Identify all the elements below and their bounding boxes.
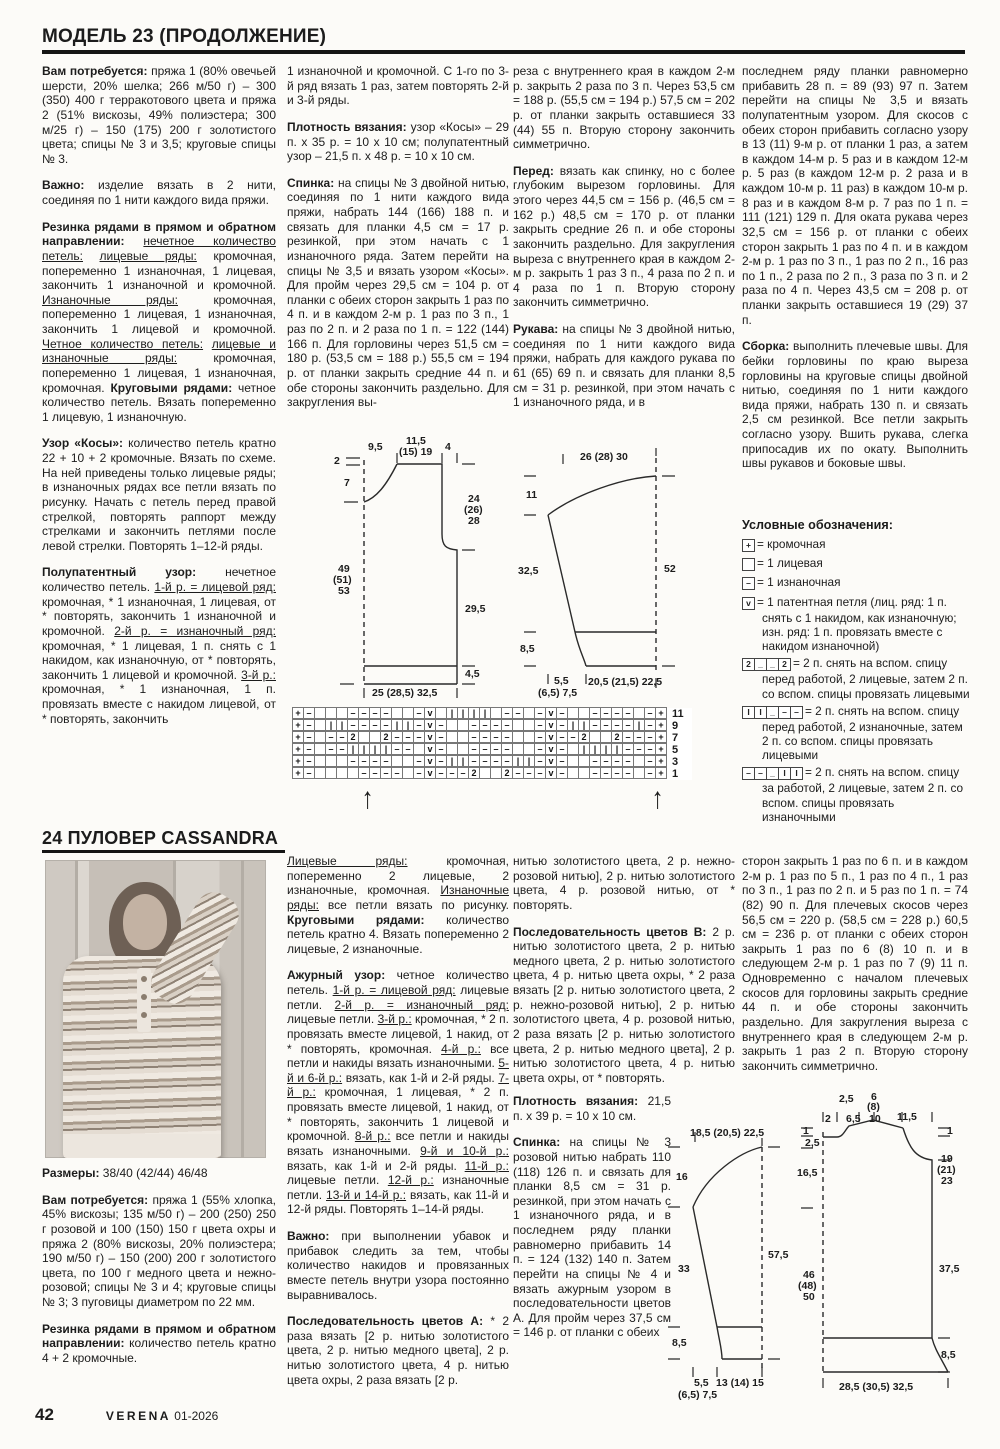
chart-cell: | (325, 719, 337, 731)
paragraph: Резинка рядами в прямом и обратном направлении: количество петель кратно 4 + 2 кромочные. (42, 1321, 276, 1365)
stitch-symbol-icon: – (742, 577, 754, 591)
chart-row-number: 7 (672, 732, 679, 744)
dimension-label: 23 (941, 1175, 953, 1187)
chart-cell: – (391, 731, 403, 743)
paragraph: Размеры: 38/40 (42/44) 46/48 (42, 1166, 208, 1180)
chart-cell: | (336, 719, 348, 731)
chart-cell: – (644, 731, 656, 743)
chart-row-number: 9 (672, 720, 679, 732)
chart-cell: | (633, 719, 645, 731)
chart-cell: – (435, 755, 447, 767)
chart-cell: 2 (347, 731, 359, 743)
dimension-label: (48) (798, 1280, 817, 1292)
dimension-label: 49 (338, 563, 350, 575)
legend-item (742, 537, 970, 553)
chart-cell: v (545, 707, 557, 719)
chart-cell: – (501, 731, 513, 743)
chart-cell: – (556, 707, 568, 719)
paragraph: Плотность вязания: 21,5 п. x 39 р. = 10 x 10 см. (513, 1094, 671, 1123)
magazine-brand: VERENA (105, 1409, 171, 1423)
paragraph: Спинка: на спицы № 3 двойной нитью, соединяя по 1 нити каждого вида пряжи, набрать 144 (166) 188 п. и связать для планки 4,5 см = 17 р. резинкой, при этом начать с 1 изнаночного ряда. Затем перейти на спицы № 3,5 и вязать узором «Косы». Для пройм через 29,5 см = 104 р. от планки с обеих сторон закрыть 1 раз по 4 п. и в каждом 2-м р. 1 раз по 3 п., 1 раз по 2 п. и 2 раза по 1 п. = 122 (144) 166 п. Для горловины через 51,5 см = 180 р. (53,5 см = 188 р.) 55,5 см = 194 р. от планки закрыть средние 44 п. и обе стороны закончить раздельно. Для закругления вы- (287, 175, 509, 410)
chart-cell: – (347, 707, 359, 719)
paragraph: Вам потребуется: пряжа 1 (80% овечьей шерсти, 20% шелка; 266 м/50 г) – 300 (350) 400 г терракотового цвета и пряжа 2 (51% вискозы, 49% полиэстера; 300 м/25 г) – 150 (175) 200 г золотистого цвета; спицы № 3 и 3,5; круговые спицы № 3. (42, 64, 276, 166)
chart-cell: – (358, 755, 370, 767)
chart-cell: – (534, 719, 546, 731)
chart-cell: – (413, 719, 425, 731)
dimension-label: 11 (526, 489, 538, 501)
chart-cell: – (413, 767, 425, 779)
paragraph: Последовательность цветов В: 2 р. нитью золотистого цвета, 2 р. нитью медного цвета, 2 р. нитью золотистого цвета, 4 р. нитью цвета охры, * 2 раза вязать [2 р. нитью золотистого цвета, 2 р. нежно-розовой нитью], 2 р. нитью золотистого цвета, 4 р. розовой нитью, 2 раза вязать [2 р. нитью золотистого цвета, 2 р. нитью медного цвета], 2 р. нитью золотистого цвета, 4 р. нитью цвета охры, от * повторять. (513, 924, 735, 1085)
stitch-symbol-icon: – – _ I I (742, 767, 802, 781)
chart-cell: + (655, 743, 667, 755)
chart-cell: – (622, 767, 634, 779)
legend-item-text: = 2 п. снять на вспом. спицу перед работой, 2 изнаночные, затем 2 п. со вспом. спицы провязать лицевыми (762, 703, 963, 763)
chart-cell: – (336, 731, 348, 743)
paragraph: Спинка: на спицы № 3 розовой нитью набрать 110 (118) 126 п. и связать для планки 8,5 см = 31 р. резинкой, при этом начать с 1 изнаночного ряда, и в последнем ряду планки равномерно прибавить 14 п. = 124 (132) 140 п. Затем перейти на спицы № 4 и вязать ажурным узором в последовательности цветов А. Для пройм через 37,5 см = 146 р. от планки с обеих (513, 1135, 671, 1340)
chart-cell: – (380, 755, 392, 767)
paragraph: сторон закрыть 1 раз по 6 п. и в каждом 2-м р. 1 раз по 5 п., 1 раз по 4 п., 1 раз по 3 п., 1 раз по 2 п. и 5 раз по 1 п. = 74 (82) 90 п. Для плечевых скосов через 56,5 см = 220 р. (58,5 см = 228 р.) 60,5 см = 236 р. от планки с обеих сторон закрыть 1 раз по 6 (8) 10 п. и в следующем 2-м р. 1 раз по 7 (9) 11 п. Одновременно с началом плечевых скосов для горловины закрыть средние 44 п. и обе стороны закончить раздельно. Для закругления выреза с внутреннего края в следующем 2-м р. закрыть 1 раз 2 п. Вторую сторону закончить симметрично. (742, 854, 968, 1073)
chart-cell: – (622, 719, 634, 731)
m24-sleeve-schematic (652, 1112, 812, 1412)
dimension-label: 8,5 (941, 1349, 956, 1361)
chart-cell: v (545, 719, 557, 731)
chart-cell: – (369, 767, 381, 779)
m23-sleeve-schematic (518, 436, 718, 702)
chart-cell: – (633, 743, 645, 755)
chart-cell: – (303, 755, 315, 767)
dimension-label: 9,5 (368, 441, 383, 453)
dimension-label: 10 (869, 1113, 881, 1125)
stitch-symbol-icon: v (742, 597, 754, 611)
page-footer (35, 1405, 218, 1425)
chart-cell: 2 (611, 731, 623, 743)
m24-column-4 (742, 854, 968, 1085)
chart-cell: 2 (380, 731, 392, 743)
chart-cell: – (556, 719, 568, 731)
chart-cell: | (589, 743, 601, 755)
chart-cell: + (655, 707, 667, 719)
chart-cell: + (292, 719, 304, 731)
chart-cell: | (468, 707, 480, 719)
chart-cell: | (446, 707, 458, 719)
chart-cell: + (655, 731, 667, 743)
dimension-label: 6 (871, 1091, 877, 1103)
m24-column-3 (513, 854, 735, 1097)
chart-cell: v (424, 719, 436, 731)
legend-item (742, 765, 970, 824)
chart-cell: v (545, 755, 557, 767)
m23-column-4 (742, 64, 968, 483)
paragraph: Полупатентный узор: нечетное количество петель. 1-й р. = лицевой ряд: кромочная, * 1 изнаночная, 1 лицевая, от * повторять, закончить 1 изнаночной и кромочной. 2-й р. = изнаночный ряд: кромочная, * 1 лицевая, 1 п. снять с 1 накидом, как изнаночную, от * повторять, закончить 1 лицевой и кромочной. 3-й р.: кромочная, * 1 изнаночная, 1 п. провязать вместе с накидом лицевой, от * повторять, закончить (42, 565, 277, 726)
chart-cell: | (479, 707, 491, 719)
legend-item-text: = 1 патентная петля (лиц. ряд: 1 п. снять с 1 накидом, как изнаночную; изн. ряд: 1 п. провязать вместе с накидом изнаночной) (757, 594, 957, 654)
chart-cell: – (358, 719, 370, 731)
paragraph: Вам потребуется: пряжа 1 (55% хлопка, 45% вискозы; 135 м/50 г) – 200 (250) 250 г розовой и 100 (150) 150 г цвета охры и пряжа 2 (80% вискозы, 20% полиэстера; 190 м/50 г) – 150 (200) 200 г золотистого цвета, по 100 г медного цвета и нежно-розовой; спицы № 3 и 4; круговые спицы № 3; 3 пуговицы диаметром по 22 мм. (42, 1192, 276, 1309)
paragraph: последнем ряду планки равномерно прибавить 28 п. = 89 (93) 97 п. Затем перейти на спицы № 3,5 и вязать полупатентным узором. Для скосов с обеих сторон прибавить согласно узору в 13 (11) 9-м р. от планки 1 раз, а затем в каждом 14-м р. 5 раз и в каждом 12-м р. 5 раз (в каждом 12-м р. 2 раза и в каждом 10-м р. 11 раз) в каждом 10-м р. 8 раз и в каждом 8-м р. 7 раз по 1 п. = 111 (121) 129 п. Для оката рукава через 32,5 см = 156 р. от планки с обеих сторон закрыть 1 раз по 4 п. и в каждом 2-м р. 1 раз по 3 п., 1 раз по 2 п., 16 раз по 1 п., 2 раза по 2 п., 3 раза по 3 п. и 2 раза по 4 п. Через 43,5 см = 208 р. от планки закрыть оставшиеся 19 (29) 37 п. (742, 64, 968, 327)
schematic-outline (652, 1112, 812, 1412)
chart-cell: | (446, 755, 458, 767)
photo-wall-panel (241, 860, 244, 1158)
chart-cell: | (380, 743, 392, 755)
chart-cell: – (391, 767, 403, 779)
repeat-arrow-right: ↑ (651, 782, 664, 815)
dimension-label: 1 (947, 1125, 953, 1137)
chart-cell: – (622, 755, 634, 767)
stitch-chart (293, 708, 692, 780)
chart-cell: – (644, 743, 656, 755)
paragraph: Ажурный узор: четное количество петель. 1-й р. = лицевой ряд: лицевые петли. 2-й р. = изнаночный ряд: лицевые петли. 3-й р.: кромочная, * 2 п. провязать вместе лицевой, 1 накид, от * повторять, кромочная. 4-й р.: все петли и накиды вязать изнаночными. 5-й и 6-й р.: вязать, как 1-й и 2-й ряды. 7-й р.: кромочная, 1 лицевая, * 2 п. провязать вместе лицевой, 1 накид, от * повторять, закончить 1 лицевой и кромочной. 8-й р.: все петли и накиды вязать изнаночными. 9-й и 10-й р.: вязать, как 1-й и 2-й ряды. 11-й р.: лицевые петли. 12-й р.: изнаночные петли. 13-й и 14-й р.: вязать, как 11-й и 12-й ряды. Повторять 1–14-й ряды. (287, 968, 510, 1217)
dimension-label: 19 (941, 1153, 953, 1165)
legend-item (742, 656, 970, 700)
chart-row-number: 3 (672, 756, 679, 768)
chart-cell: + (292, 731, 304, 743)
dimension-label: 7 (344, 477, 350, 489)
chart-cell: – (468, 755, 480, 767)
chart-cell: – (303, 707, 315, 719)
dimension-label: 50 (803, 1291, 815, 1303)
chart-cell: – (490, 731, 502, 743)
chart-cell: – (644, 767, 656, 779)
stitch-symbol-icon: I I _ – – (742, 706, 802, 720)
chart-cell: | (523, 755, 535, 767)
m24-column-2 (287, 854, 509, 1399)
chart-cell: – (622, 707, 634, 719)
chart-row-number: 5 (672, 744, 679, 756)
chart-cell: | (578, 743, 590, 755)
dimension-label: (6,5) 7,5 (678, 1389, 718, 1401)
photo-button (141, 976, 147, 982)
dimension-label: (26) (464, 504, 483, 516)
paragraph: Узор «Косы»: количество петель кратно 22 + 10 + 2 кромочные. Вязать по схеме. На ней приведены только лицевые ряды; в изнаночных рядах все петли вязать по рисунку. Начать с петель перед правой стрелкой, повторять раппорт между стрелками и закончить петлями после левой стрелки. Повторять 1–12-й ряды. (42, 436, 276, 553)
stitch-symbol-icon: 2 _ _ 2 (742, 658, 790, 672)
chart-cell: – (358, 707, 370, 719)
chart-cell: – (435, 743, 447, 755)
magazine-issue: 01-2026 (174, 1409, 219, 1423)
chart-row-number: 1 (672, 768, 679, 780)
dimension-label: 20,5 (21,5) 22,5 (588, 676, 663, 688)
legend-item-text: = 1 изнаночная (757, 575, 841, 590)
dimension-label: 26 (28) 30 (580, 451, 628, 463)
chart-cell: | (600, 743, 612, 755)
paragraph: реза с внутреннего края в каждом 2-м р. закрыть 2 раза по 3 п. Через 53,5 см = 188 р. (55,5 см = 194 р.) 57,5 см = 202 р. от планки закрыть оставшиеся 33 (44) 55 п. Вторую сторону закончить симметрично. (513, 64, 735, 152)
legend-item (742, 704, 970, 763)
chart-cell: v (424, 743, 436, 755)
chart-cell: – (644, 719, 656, 731)
chart-cell: – (479, 731, 491, 743)
chart-cell: – (457, 767, 469, 779)
schematic-outline (518, 436, 718, 702)
chart-cell: – (600, 767, 612, 779)
model-24-header-rule (42, 850, 285, 853)
paragraph: нитью золотистого цвета, 2 р. нежно-розовой нитью], 2 р. нитью золотистого цвета, 4 р. розовой нитью, от * повторять. (513, 854, 735, 912)
chart-cell: – (479, 719, 491, 731)
dimension-label: 24 (468, 493, 480, 505)
chart-cell: – (611, 755, 623, 767)
dimension-label: 46 (803, 1269, 815, 1281)
chart-cell: – (611, 719, 623, 731)
m24-body-schematic (793, 1092, 993, 1402)
chart-cell: + (292, 743, 304, 755)
chart-cell: – (556, 767, 568, 779)
paragraph: Сборка: выполнить плечевые швы. Для бейки горловины по краю выреза горловины на круговые спицы двойной нитью, соединяя по 1 нити каждого вида пряжи, набрать 130 п. и связать 2,5 см резинкой. Все петли закрыть согласно узору. Вшить рукава, слегка припосадив их по окату. Выполнить швы рукавов и боковые швы. (742, 339, 968, 471)
dimension-label: (51) (333, 574, 352, 586)
chart-cell: – (534, 767, 546, 779)
dimension-label: 2,5 (805, 1137, 820, 1149)
chart-cell: – (325, 743, 337, 755)
chart-cell: | (369, 743, 381, 755)
chart-cell: – (347, 719, 359, 731)
chart-cell: – (336, 743, 348, 755)
dimension-label: 5,5 (554, 675, 569, 687)
dimension-label: 52 (664, 563, 676, 575)
dimension-label: (6,5) 7,5 (538, 687, 578, 699)
dimension-label: 5,5 (694, 1377, 709, 1389)
chart-cell: – (391, 743, 403, 755)
paragraph: Последовательность цветов А: * 2 раза вязать [2 р. нитью золотистого цвета, 2 р. нитью медного цвета], 2 р. нитью золотистого цвета, 4 р. нитью цвета охры, 2 раза вязать [2 р. (287, 1314, 510, 1387)
chart-cell: – (380, 719, 392, 731)
legend-item (742, 556, 970, 572)
m23-column-2 (287, 64, 509, 422)
dimension-label: 33 (678, 1263, 690, 1275)
dimension-label: 57,5 (768, 1249, 789, 1261)
chart-cell: – (534, 707, 546, 719)
m24-column-3-narrow (513, 1094, 671, 1352)
photo-model-face (123, 894, 167, 950)
chart-cell: – (622, 743, 634, 755)
dimension-label: (8) (867, 1101, 880, 1113)
dimension-label: (21) (937, 1164, 956, 1176)
chart-cell: | (512, 755, 524, 767)
chart-cell: – (512, 707, 524, 719)
dimension-label: 25 (28,5) 32,5 (372, 687, 438, 699)
chart-cell: – (468, 719, 480, 731)
chart-cell: – (490, 719, 502, 731)
chart-row (293, 768, 692, 780)
chart-cell: – (644, 707, 656, 719)
chart-cell: – (413, 707, 425, 719)
chart-cell: – (523, 767, 535, 779)
chart-cell: – (303, 731, 315, 743)
chart-cell: + (655, 719, 667, 731)
paragraph: Лицевые ряды: кромочная, попеременно 2 лицевые, 2 изнаночные, кромочная. Изнаночные ряды: все петли вязать по рисунку. Круговыми рядами: количество петель кратно 4. Вязать попеременно 2 лицевые, 2 изнаночные. (287, 854, 509, 956)
stitch-symbol-icon (742, 558, 754, 572)
dimension-label: 6,5 (846, 1113, 861, 1125)
dimension-label: 29,5 (465, 603, 486, 615)
legend (742, 518, 970, 827)
dimension-label: 18,5 (20,5) 22,5 (690, 1127, 765, 1139)
chart-cell: – (468, 731, 480, 743)
dimension-label: 11,5 (897, 1111, 917, 1123)
dimension-label: 37,5 (939, 1263, 960, 1275)
chart-cell: – (589, 719, 601, 731)
chart-cell: – (479, 743, 491, 755)
chart-cell: – (490, 743, 502, 755)
chart-cell: – (490, 755, 502, 767)
chart-cell: | (578, 719, 590, 731)
m23-column-3 (513, 64, 735, 422)
chart-cell: – (358, 767, 370, 779)
chart-cell: – (600, 755, 612, 767)
chart-cell: – (402, 743, 414, 755)
dimension-label: 53 (338, 585, 350, 597)
chart-cell: 2 (501, 767, 513, 779)
paragraph: Резинка рядами в прямом и обратном направлении: нечетное количество петель: лицевые ряды: кромочная, попеременно 1 изнаночная, 1 лицевая, закончить 1 изнаночной и кромочной. Изнаночные ряды: кромочная, попеременно 1 лицевая, 1 изнаночная, закончить 1 лицевой и кромочной. Четное количество петель: лицевые и изнаночные ряды: кромочная, попеременно 1 лицевая, 1 изнаночная, кромочная. Круговыми рядами: четное количество петель. Вязать попеременно 1 лицевую, 1 изнаночную. (42, 219, 277, 424)
model-23-header-rule (42, 50, 965, 54)
chart-cell: – (413, 755, 425, 767)
chart-cell: – (369, 707, 381, 719)
chart-cell: – (589, 755, 601, 767)
dimension-label: 13 (14) 15 (716, 1377, 764, 1389)
chart-cell: – (369, 719, 381, 731)
paragraph: Рукава: на спицы № 3 двойной нитью, соединяя по 1 нити каждого вида пряжи, набрать для каждого рукава по 61 (65) 69 п. и связать для планки 8,5 см = 31 р. резинкой, при этом начать с 1 изнаночного ряда, и в (513, 322, 735, 410)
dimension-label: 2,5 (839, 1093, 854, 1105)
photo-button (141, 994, 147, 1000)
legend-items (742, 537, 970, 824)
chart-cell: + (292, 767, 304, 779)
chart-cell: | (567, 719, 579, 731)
chart-cell: + (292, 755, 304, 767)
legend-item-text: = 1 лицевая (757, 556, 823, 571)
chart-cell: – (611, 707, 623, 719)
chart-cell: – (501, 743, 513, 755)
m24-column-1 (42, 1166, 276, 1378)
chart-cell: 2 (578, 731, 590, 743)
chart-cell: – (501, 707, 513, 719)
chart-cell: – (303, 743, 315, 755)
dimension-label: 1 (803, 1125, 809, 1137)
chart-cell: | (347, 743, 359, 755)
paragraph: Важно: при выполнении убавок и прибавок следить за тем, чтобы количество накидов и провязанных вместе петель внутри узора постоянно выравнивалось. (287, 1229, 509, 1302)
chart-cell: – (413, 731, 425, 743)
dimension-label: 4,5 (465, 668, 480, 680)
chart-cell: – (325, 731, 337, 743)
chart-cell: 2 (468, 767, 480, 779)
chart-row-number: 11 (672, 708, 684, 720)
chart-cell: – (501, 719, 513, 731)
chart-cell: – (589, 767, 601, 779)
chart-cell: – (556, 755, 568, 767)
chart-cell: – (479, 755, 491, 767)
dimension-label: 2 (825, 1113, 831, 1125)
chart-cell: v (424, 755, 436, 767)
legend-item (742, 595, 970, 654)
chart-cell: – (303, 719, 315, 731)
m23-body-schematic (300, 436, 500, 702)
dimension-label: 2 (334, 455, 340, 467)
chart-cell: – (534, 743, 546, 755)
schematic-outline (793, 1092, 993, 1402)
chart-cell: – (501, 755, 513, 767)
chart-cell: – (611, 767, 623, 779)
chart-cell: – (644, 755, 656, 767)
model-photo (45, 860, 266, 1158)
chart-cell: – (633, 731, 645, 743)
photo-button (141, 1012, 147, 1018)
dimension-label: 28,5 (30,5) 32,5 (839, 1381, 914, 1393)
chart-cell: – (556, 743, 568, 755)
chart-cell: – (369, 755, 381, 767)
chart-cell: | (402, 719, 414, 731)
paragraph: Перед: вязать как спинку, но с более глубоким вырезом горловины. Для этого через 44,5 см = 156 р. (46,5 см = 162 р.) 48,5 см = 170 р. от планки закрыть средние 26 п. и обе стороны закончить раздельно. Для закругления выреза с внутреннего края в каждом 2-м р. закрыть 1 раз 3 п., 4 раза по 2 п. и 4 раза по 1 п. Вторую сторону закончить симметрично. (513, 163, 735, 310)
chart-cell: v (424, 707, 436, 719)
chart-cell: – (435, 767, 447, 779)
chart-cell: + (292, 707, 304, 719)
paragraph: 1 изнаночной и кромочной. С 1-го по 3-й ряд вязать 1 раз, затем повторять 2-й и 3-й ряды. (287, 64, 509, 108)
dimension-label: 4 (445, 441, 451, 453)
chart-cell: – (347, 755, 359, 767)
paragraph: Плотность вязания: узор «Косы» – 29 п. x 35 р. = 10 x 10 см; полупатентный узор – 21,5 п. x 48 р. = 10 x 10 см. (287, 119, 509, 164)
model-23-header: МОДЕЛЬ 23 (ПРОДОЛЖЕНИЕ) (42, 26, 327, 47)
stitch-symbol-icon: + (742, 539, 754, 553)
model-24-header: 24 ПУЛОВЕР CASSANDRA (42, 828, 279, 848)
legend-item (742, 575, 970, 591)
chart-cell: – (534, 731, 546, 743)
dimension-label: 16,5 (797, 1167, 818, 1179)
chart-cell: + (655, 767, 667, 779)
chart-cell: – (446, 767, 458, 779)
dimension-label: 11,5 (406, 435, 426, 447)
dimension-label: 8,5 (520, 643, 535, 655)
legend-title: Условные обозначения: (742, 518, 893, 532)
chart-cell: – (600, 719, 612, 731)
chart-cell: – (435, 719, 447, 731)
legend-item-text: = 2 п. снять на вспом. спицу за работой, 2 лицевые, затем 2 п. со вспом. спицы провязать изнаночными (762, 765, 964, 824)
chart-cell: v (545, 767, 557, 779)
chart-cell: | (457, 755, 469, 767)
chart-cell: – (567, 731, 579, 743)
chart-cell: – (556, 731, 568, 743)
legend-item-text: = 2 п. снять на вспом. спицу перед работой, 2 лицевые, затем 2 п. со вспом. спицы провязать лицевыми (762, 656, 970, 701)
chart-cell: – (303, 767, 315, 779)
dimension-label: 32,5 (518, 565, 539, 577)
chart-cell: v (545, 731, 557, 743)
chart-cell: v (545, 743, 557, 755)
chart-cell: v (424, 731, 436, 743)
chart-cell: – (512, 767, 524, 779)
chart-cell: | (391, 719, 403, 731)
dimension-label: 16 (676, 1171, 688, 1183)
chart-cell: – (380, 707, 392, 719)
chart-cell: – (534, 755, 546, 767)
chart-cell: – (435, 731, 447, 743)
legend-item-text: = кромочная (757, 537, 826, 552)
chart-cell: – (380, 767, 392, 779)
chart-cell: | (611, 743, 623, 755)
chart-cell: – (589, 707, 601, 719)
paragraph: Важно: изделие вязать в 2 нити, соединяя по 1 нити каждого вида пряжи. (42, 178, 276, 207)
m23-column-1 (42, 64, 276, 738)
dimension-label: 8,5 (672, 1337, 687, 1349)
schematic-outline (300, 436, 500, 702)
chart-cell: – (402, 731, 414, 743)
chart-cell: v (424, 767, 436, 779)
chart-cell: – (622, 731, 634, 743)
chart-cell: – (468, 743, 480, 755)
chart-cell: + (655, 755, 667, 767)
photo-sweater-ribbing (63, 1134, 221, 1158)
repeat-arrow-left: ↑ (361, 782, 374, 815)
chart-cell: | (457, 707, 469, 719)
chart-cell: | (358, 743, 370, 755)
chart-cell: – (600, 707, 612, 719)
page-number: 42 (35, 1405, 54, 1424)
dimension-label: 28 (468, 515, 480, 527)
dimension-label: (15) 19 (399, 446, 433, 458)
photo-button-placket (137, 968, 151, 1032)
